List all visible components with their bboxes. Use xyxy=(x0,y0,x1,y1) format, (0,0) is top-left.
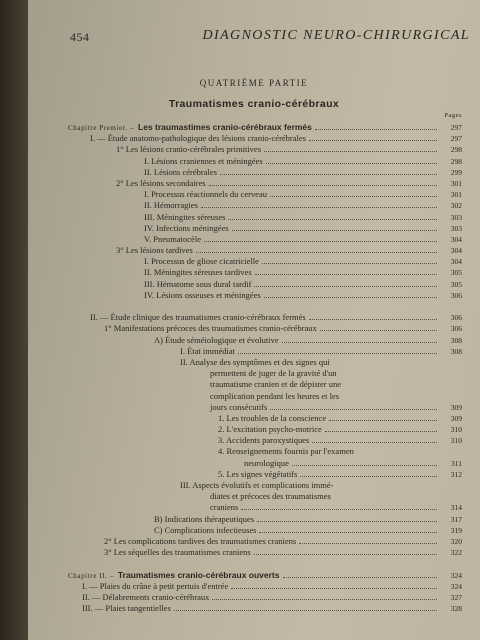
toc-entry xyxy=(68,391,462,402)
toc-entry xyxy=(68,458,462,469)
dot-leader xyxy=(201,207,437,208)
toc-entry-text: complication pendant les heures et les xyxy=(210,390,340,401)
dot-leader xyxy=(325,431,437,432)
toc-entry-text: I. Processus réactionnels du cerveau xyxy=(144,189,267,200)
page-gutter xyxy=(0,0,28,640)
toc-entry-page: 305 xyxy=(450,268,462,278)
toc-entry-text: III. Méningites séreuses xyxy=(144,211,226,222)
toc-entry-text: 2. L'excitation psycho-motrice xyxy=(218,424,322,435)
toc-entry-text: IV. Lésions osseuses et méningées xyxy=(144,289,261,300)
toc-entry xyxy=(68,570,462,581)
toc-entry-text: I. — Plaies du crâne à petit pertuis d'entrée xyxy=(82,580,229,591)
toc-entry xyxy=(68,167,462,178)
toc-entry-text: 4. Renseignements fournis par l'examen xyxy=(218,446,354,457)
toc-entry-label xyxy=(180,480,333,491)
toc-entry-text: 3° Les lésions tardives xyxy=(116,245,193,256)
toc-entry-page: 324 xyxy=(450,581,462,591)
dot-leader xyxy=(270,196,437,197)
toc-entry-label xyxy=(82,581,228,592)
toc-entry-page: 299 xyxy=(450,167,462,177)
dot-leader xyxy=(292,465,437,466)
toc-entry-page: 297 xyxy=(450,134,462,144)
toc-entry xyxy=(68,312,462,323)
page-number: 454 xyxy=(70,30,90,44)
dot-leader xyxy=(309,319,437,320)
toc-entry xyxy=(68,122,462,133)
toc-entry xyxy=(68,525,462,536)
toc-entry-page: 311 xyxy=(451,458,462,468)
toc-entry-text: I. État immédiat xyxy=(180,345,235,356)
toc-entry-page: 303 xyxy=(450,212,462,222)
dot-leader xyxy=(312,442,437,443)
dot-leader xyxy=(315,129,437,130)
toc-entry-label xyxy=(244,458,289,469)
toc-entry-page: 327 xyxy=(450,592,462,602)
toc-entry xyxy=(68,502,462,513)
toc-entry-text: permettent de juger de la gravité d'un xyxy=(210,368,337,379)
toc-entry xyxy=(68,592,462,603)
chapter-prefix: Chapitre II. – xyxy=(68,571,114,580)
chapter-prefix: Chapitre Premier. – xyxy=(68,124,135,132)
toc-entry-label xyxy=(218,413,326,424)
toc-entry-page: 304 xyxy=(450,246,462,256)
toc-entry-text: II. — Délabrements cranio-cérébraux xyxy=(82,591,210,602)
dot-leader xyxy=(257,521,437,522)
toc-entry-label xyxy=(104,547,251,558)
toc-entry-label xyxy=(144,212,225,223)
dot-leader xyxy=(320,330,437,331)
toc-entry-page: 320 xyxy=(450,536,462,546)
pages-column-label: Pages xyxy=(444,112,462,119)
dot-leader xyxy=(238,353,437,354)
toc-entry-label xyxy=(104,323,317,334)
toc-entry-text: 1. Les troubles de la conscience xyxy=(218,412,327,423)
toc-entry-page: 298 xyxy=(450,145,462,155)
main-title: Traumatismes cranio-cérébraux xyxy=(168,98,340,110)
toc-entry-label xyxy=(90,312,306,323)
toc-entry-label xyxy=(144,234,201,245)
toc-entry-label xyxy=(144,167,217,178)
toc-entry-text: 1° Les lésions cranio-cérébrales primitives xyxy=(116,144,262,155)
toc-entry-text: 5. Les signes végétatifs xyxy=(218,468,298,479)
toc-entry xyxy=(68,424,462,435)
toc-entry xyxy=(68,446,462,457)
toc-entry-text: III. — Plaies tangentielles xyxy=(82,603,171,614)
toc-entry-text: craniens xyxy=(210,502,239,513)
dot-leader xyxy=(262,263,437,264)
toc-entry-page: 304 xyxy=(450,234,462,244)
toc-entry-page: 328 xyxy=(450,604,462,614)
toc-entry-text: neurologique xyxy=(244,457,289,468)
dot-leader xyxy=(264,151,437,152)
toc-entry-label xyxy=(144,200,198,211)
toc-entry xyxy=(68,558,462,569)
book-page xyxy=(28,0,480,640)
toc-entry xyxy=(68,581,462,592)
toc-entry-page: 297 xyxy=(450,123,462,132)
dot-leader xyxy=(329,420,437,421)
dot-leader xyxy=(270,409,437,410)
toc-entry xyxy=(68,279,462,290)
dot-leader xyxy=(259,532,437,533)
toc-entry-text: 3° Les séquelles des traumatismes craniens xyxy=(104,547,251,558)
toc-entry xyxy=(68,301,462,312)
toc-entry xyxy=(68,223,462,234)
toc-entry-text: I. — Étude anatomo-pathologique des lésions cranio-cérébrales xyxy=(90,133,306,144)
toc-entry-label xyxy=(210,379,341,390)
toc-entry-label xyxy=(210,402,267,413)
toc-entry-page: 306 xyxy=(450,313,462,323)
toc-entry-page: 309 xyxy=(450,402,462,412)
dot-leader xyxy=(212,599,437,600)
toc-entry-page: 308 xyxy=(450,346,462,356)
toc-entry xyxy=(68,413,462,424)
toc-entry-text: Traumatismes cranio-cérébraux ouverts xyxy=(117,569,280,580)
toc-entry-page: 303 xyxy=(450,223,462,233)
toc-entry-label xyxy=(154,335,279,346)
toc-entry-text: 1° Manifestations précoces des traumatismes cranio-cérébraux xyxy=(104,323,317,334)
toc-entry xyxy=(68,212,462,223)
toc-entry xyxy=(68,402,462,413)
toc-entry-text: jours consécutifs xyxy=(210,401,268,412)
dot-leader xyxy=(231,588,437,589)
dot-leader xyxy=(174,610,437,611)
dot-leader xyxy=(228,219,437,220)
toc-entry-text: I. Lésions craniennes et méningées xyxy=(144,155,263,166)
toc-entry-label xyxy=(90,133,306,144)
toc-entry xyxy=(68,480,462,491)
toc-entry xyxy=(68,514,462,525)
toc-entry-label xyxy=(154,514,254,525)
toc-entry-page: 304 xyxy=(450,257,462,267)
toc-entry-label xyxy=(144,156,263,167)
toc-entry-label xyxy=(144,279,251,290)
toc-entry-label xyxy=(210,391,339,402)
toc-entry xyxy=(68,603,462,614)
toc-entry-text: 2° Les lésions secondaires xyxy=(116,177,206,188)
toc-entry-page: 308 xyxy=(450,335,462,345)
toc-entry-label xyxy=(218,435,309,446)
dot-leader xyxy=(299,543,437,544)
toc-entry-label xyxy=(116,178,206,189)
toc-entry-page: 305 xyxy=(450,279,462,289)
page-header xyxy=(70,28,470,48)
part-title: QUATRIÈME PARTIE xyxy=(199,78,309,88)
dot-leader xyxy=(254,286,437,287)
toc-entry-text: V. Pneumatocèle xyxy=(144,233,201,244)
toc-entry xyxy=(68,189,462,200)
toc-entry xyxy=(68,290,462,301)
table-of-contents xyxy=(68,122,462,614)
toc-entry-text: II. Méningites séreuses tardives xyxy=(144,267,252,278)
toc-entry-label xyxy=(144,223,229,234)
toc-entry xyxy=(68,245,462,256)
toc-entry-page: 309 xyxy=(450,413,462,423)
toc-entry-text: 3. Accidents paroxystiques xyxy=(218,435,310,446)
toc-entry-label xyxy=(210,491,331,502)
toc-entry xyxy=(68,357,462,368)
toc-entry-label xyxy=(104,536,296,547)
toc-entry xyxy=(68,335,462,346)
dot-leader xyxy=(196,252,437,253)
toc-entry-text: C) Complications infectieuses xyxy=(154,524,257,535)
toc-entry-label xyxy=(218,446,354,457)
toc-entry-text: II. Analyse des symptômes et des signes qui xyxy=(180,356,330,367)
dot-leader xyxy=(283,577,438,578)
toc-entry-label xyxy=(218,469,297,480)
toc-entry-page: 312 xyxy=(450,469,462,479)
dot-leader xyxy=(300,476,437,477)
toc-entry xyxy=(68,144,462,155)
toc-entry xyxy=(68,267,462,278)
dot-leader xyxy=(232,230,437,231)
toc-entry-page: 314 xyxy=(450,503,462,513)
toc-entry-page: 310 xyxy=(450,425,462,435)
toc-entry xyxy=(68,469,462,480)
toc-entry-text: IV. Infections méningées xyxy=(144,222,229,233)
toc-entry xyxy=(68,379,462,390)
toc-entry-page: 302 xyxy=(450,201,462,211)
toc-entry xyxy=(68,178,462,189)
toc-entry xyxy=(68,156,462,167)
toc-entry-label xyxy=(210,502,238,513)
toc-entry-label xyxy=(144,189,267,200)
toc-entry xyxy=(68,200,462,211)
toc-entry-label xyxy=(82,603,171,614)
toc-entry-text: I. Processus de gliose cicatricielle xyxy=(144,256,259,267)
toc-entry-text: II. Lésions cérébrales xyxy=(144,166,217,177)
toc-entry-label xyxy=(218,424,322,435)
toc-entry-text: A) Étude séméiologique et évolutive xyxy=(154,334,279,345)
toc-entry-label xyxy=(210,368,337,379)
dot-leader xyxy=(309,140,437,141)
dot-leader xyxy=(266,163,437,164)
toc-entry-label xyxy=(82,592,209,603)
dot-leader xyxy=(254,554,437,555)
toc-entry-page: 301 xyxy=(450,178,462,188)
toc-entry xyxy=(68,368,462,379)
toc-entry-label xyxy=(144,290,261,301)
toc-entry-text: III. Aspects évolutifs et complications immé- xyxy=(180,480,334,490)
toc-entry xyxy=(68,547,462,558)
toc-entry xyxy=(68,536,462,547)
dot-leader xyxy=(241,509,437,510)
dot-leader xyxy=(255,274,437,275)
toc-entry-text: II. — Étude clinique des traumatismes cranio-cérébraux fermés xyxy=(90,312,306,323)
dot-leader xyxy=(282,342,437,343)
toc-entry-text: II. Hémorragies xyxy=(144,200,198,211)
toc-entry-label xyxy=(180,346,235,357)
toc-entry-label xyxy=(144,256,259,267)
toc-entry xyxy=(68,323,462,334)
toc-entry-text: Les traumastimes cranio-cérébraux fermés xyxy=(138,122,312,132)
toc-entry-page: 324 xyxy=(450,570,462,580)
toc-entry xyxy=(68,256,462,267)
toc-entry-label xyxy=(180,357,330,368)
toc-entry xyxy=(68,435,462,446)
toc-entry-label xyxy=(154,525,256,536)
toc-entry xyxy=(68,346,462,357)
toc-entry-label xyxy=(144,267,252,278)
toc-entry xyxy=(68,491,462,502)
dot-leader xyxy=(220,174,437,175)
toc-entry-label xyxy=(116,144,261,155)
toc-entry-page: 319 xyxy=(450,525,462,535)
toc-entry-text: B) Indications thérapeutiques xyxy=(154,513,255,524)
toc-entry-text: III. Hématome sous dural tardif xyxy=(144,278,252,289)
toc-entry-page: 310 xyxy=(450,436,462,446)
toc-entry-page: 306 xyxy=(450,290,462,300)
toc-entry xyxy=(68,133,462,144)
toc-entry-page: 322 xyxy=(450,548,462,558)
toc-entry-text: 2° Les complications tardives des traumatismes craniens xyxy=(104,535,297,546)
running-title: DIAGNOSTIC NEURO-CHIRURGICAL xyxy=(202,28,470,43)
dot-leader xyxy=(264,297,437,298)
dot-leader xyxy=(209,185,437,186)
toc-entry-page: 317 xyxy=(450,514,462,524)
toc-entry-label xyxy=(116,245,193,256)
dot-leader xyxy=(204,241,437,242)
toc-entry-text: diates et précoces des traumatismes xyxy=(210,491,331,502)
toc-entry-page: 298 xyxy=(450,156,462,166)
toc-entry xyxy=(68,234,462,245)
toc-entry-text: traumatisme cranien et de dépister une xyxy=(210,379,341,390)
toc-entry-page: 306 xyxy=(450,324,462,334)
toc-entry-page: 301 xyxy=(450,190,462,200)
